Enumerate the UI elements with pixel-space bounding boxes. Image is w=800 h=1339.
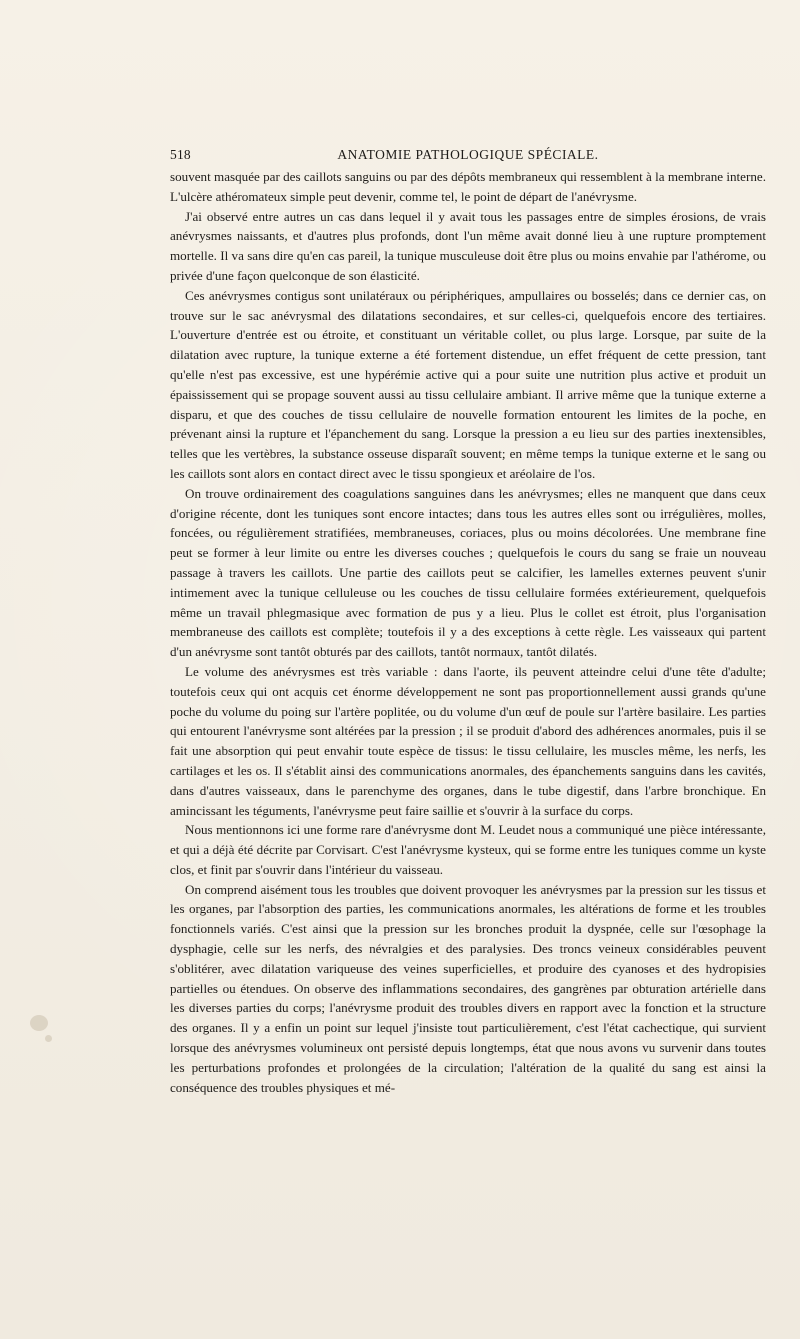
paper-stain bbox=[45, 1035, 52, 1042]
page-header bbox=[170, 147, 766, 165]
body-text bbox=[170, 167, 766, 1097]
paragraph: On comprend aisément tous les troubles que doivent provoquer les anévrysmes par la pression sur les tissus et les organes, par l'absorption des parties, les communications anormales, les altérations de forme et les troubles fonctionnels variés. C'est ainsi que la pression sur les bronches produit la dyspnée, celle sur l'œsophage la dysphagie, celle sur les nerfs, des névralgies et des paralysies. Des troncs veineux considérables peuvent s'oblitérer, avec dilatation variqueuse des veines superficielles, et produire des cyanoses et des hydropisies partielles ou étendues. On observe des inflammations secondaires, des gangrènes par obturation artérielle dans les diverses parties du corps; l'anévrysme produit des troubles divers en rapport avec la fonction et la structure des organes. Il y a enfin un point sur lequel j'insiste tout particulièrement, c'est l'état cachectique, qui survient lorsque des anévrysmes volumineux ont persisté depuis longtemps, état que nous avons vu survenir dans toutes les perturbations profondes et prolongées de la circulation; l'altération de la qualité du sang est ainsi la conséquence des troubles physiques et mé- bbox=[170, 881, 766, 1095]
paragraph: Ces anévrysmes contigus sont unilatéraux ou périphériques, ampullaires ou bosselés; dans ce dernier cas, on trouve sur le sac anévrysmal des dilatations secondaires, et sur celles-ci, quelquefois encore des tertiaires. L'ouverture d'entrée est ou étroite, et constituant un véritable collet, ou plus large. Lorsque, par suite de la dilatation avec rupture, la tunique externe a été fortement distendue, un effet fréquent de cette pression, tant qu'elle n'est pas excessive, est une hypérémie active qui a pour suite une nutrition plus active et produit un épaississement qui se propage souvent aussi au tissu cellulaire ambiant. Il arrive même que la tunique externe a disparu, et que des couches de tissu cellulaire de nouvelle formation entourent les limites de la poche, en prévenant ainsi la rupture et l'épanchement du sang. Lorsque la pression a eu lieu sur des parties inextensibles, telles que les vertèbres, la substance osseuse disparaît souvent; en même temps la tunique externe et le sang ou les caillots sont alors en contact direct avec le tissu spongieux et aréolaire de l'os. bbox=[170, 287, 766, 481]
page-number: 518 bbox=[170, 147, 191, 162]
paragraph: Le volume des anévrysmes est très variable : dans l'aorte, ils peuvent atteindre celui d'une tête d'adulte; toutefois ceux qui ont acquis cet énorme développement ne sont pas proportionnellement aussi grands qu'une poche du volume du poing sur l'artère poplitée, ou du volume d'un œuf de poule sur l'artère basilaire. Les parties qui entourent l'anévrysme sont altérées par la pression ; il se produit d'abord des adhérences anormales, puis il se fait une absorption qui peut envahir toute espèce de tissus: le tissu cellulaire, les muscles même, les nerfs, les cartilages et les os. Il s'établit ainsi des communications anormales, des épanchements sanguins dans les cavités, dans d'autres vaisseaux, dans le parenchyme des organes, dans le tube digestif, dans l'arbre bronchique. En amincissant les téguments, l'anévrysme peut faire saillie et s'ouvrir à la surface du corps. bbox=[170, 663, 766, 818]
paper-stain bbox=[30, 1015, 48, 1031]
paragraph: Nous mentionnons ici une forme rare d'anévrysme dont M. Leudet nous a communiqué une pièce intéressante, et qui a déjà été décrite par Corvisart. C'est l'anévrysme kysteux, qui se forme entre les tuniques comme un kyste clos, et finit par s'ouvrir dans l'intérieur du vaisseau. bbox=[170, 822, 766, 877]
paragraph: souvent masquée par des caillots sanguins ou par des dépôts membraneux qui ressemblent à la membrane interne. L'ulcère athéromateux simple peut devenir, comme tel, le point de départ de l'anévrysme. bbox=[170, 169, 766, 204]
running-head: ANATOMIE PATHOLOGIQUE SPÉCIALE. bbox=[337, 147, 599, 162]
paragraph: On trouve ordinairement des coagulations sanguines dans les anévrysmes; elles ne manquent que dans ceux d'origine récente, dont les tuniques sont encore intactes; dans tous les autres elles sont ou irrégulières, molles, foncées, ou régulièrement stratifiées, membraneuses, coriaces, plus ou moins décolorées. Une membrane fine peut se former à leur limite ou entre les diverses couches ; quelquefois le cours du sang se fraie un nouveau passage à travers les caillots. Une partie des caillots peut se calcifier, les lamelles externes peuvent s'unir intimement avec la tunique celluleuse ou les couches de tissu cellulaire formées extérieurement, quelquefois même un travail phlegmasique avec formation de pus y a lieu. Plus le collet est étroit, plus l'organisation membraneuse des caillots est complète; toutefois il y a des exceptions à cette règle. Les vaisseaux qui partent d'un anévrysme sont tantôt obturés par des caillots, tantôt normaux, tantôt dilatés. bbox=[170, 485, 766, 660]
paragraph: J'ai observé entre autres un cas dans lequel il y avait tous les passages entre de simples érosions, de vrais anévrysmes naissants, et d'autres plus profonds, dont l'un même avait donné lieu à une rupture promptement mortelle. Il va sans dire qu'en cas pareil, la tunique musculeuse doit être plus ou moins envahie par l'athérome, ou privée d'une façon quelconque de son élasticité. bbox=[170, 208, 766, 283]
